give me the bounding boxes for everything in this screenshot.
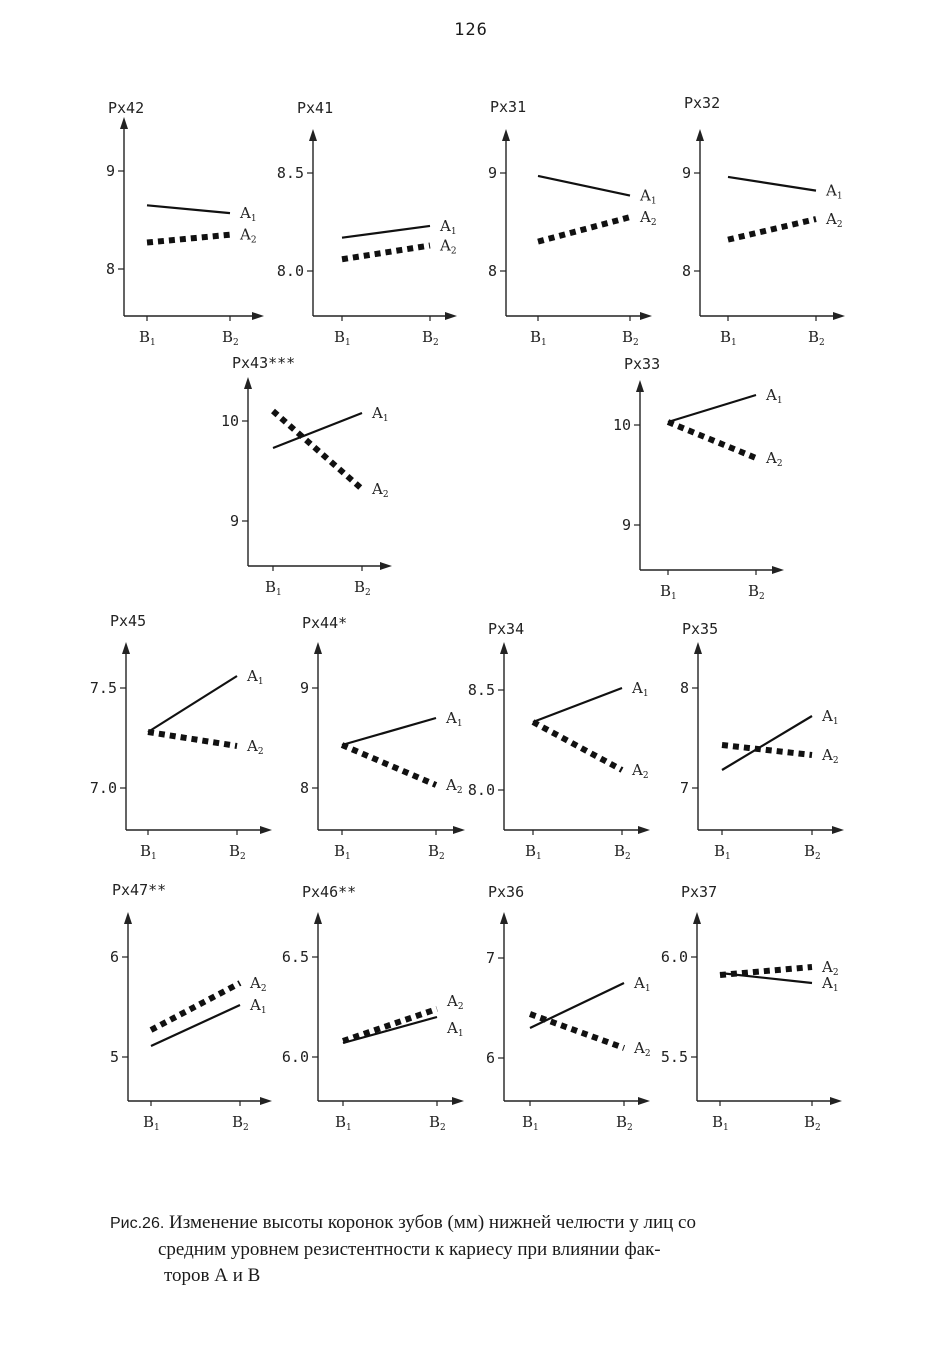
panel-1-category-label-1: $B_1$ xyxy=(139,328,156,348)
panel-1-x-axis-arrow xyxy=(252,312,264,320)
panel-14-y-axis-arrow xyxy=(693,912,701,924)
panel-9-y-axis-arrow xyxy=(500,642,508,654)
panel-3-category-label-2: $B_2$ xyxy=(622,328,639,348)
panel-10-category-label-1: $B_1$ xyxy=(714,842,731,862)
panel-2-series-label-a2: $A_2$ xyxy=(440,236,457,257)
panel-7-title: Px45 xyxy=(110,612,147,630)
panel-5-series-a2 xyxy=(273,411,362,489)
panel-6-y-tick-label-1: 10 xyxy=(612,416,631,434)
panel-7-y-tick-label-1: 7.5 xyxy=(89,679,117,697)
panel-9-y-tick-label-2: 8.0 xyxy=(467,781,495,799)
panel-2-category-label-2: $B_2$ xyxy=(422,328,439,348)
panel-11-y-axis-arrow xyxy=(124,912,132,924)
panel-14-category-label-1: $B_1$ xyxy=(712,1113,729,1133)
panel-8-series-label-a1: $A_1$ xyxy=(446,709,463,729)
panel-6-title: Px33 xyxy=(624,355,661,373)
panel-14-y-tick-label-1: 6.0 xyxy=(660,948,688,966)
panel-10-x-axis-arrow xyxy=(832,826,844,834)
panel-11-series-label-a1: $A_1$ xyxy=(250,996,267,1016)
panel-6-category-label-2: $B_2$ xyxy=(748,582,765,602)
panel-1-title: Px42 xyxy=(108,99,145,117)
panel-2-x-axis-arrow xyxy=(445,312,457,320)
panel-1-series-label-a1: $A_1$ xyxy=(240,204,257,225)
panel-7-x-axis-arrow xyxy=(260,826,272,834)
panel-5-title: Px43*** xyxy=(232,354,296,372)
panel-9-series-a1 xyxy=(533,688,622,722)
panel-3-x-axis-arrow xyxy=(640,312,652,320)
panel-13-title: Px36 xyxy=(488,883,525,901)
panel-4-category-label-2: $B_2$ xyxy=(808,328,825,348)
panel-3-category-label-1: $B_1$ xyxy=(530,328,547,348)
panel-4-x-axis-arrow xyxy=(833,312,845,320)
panel-1-y-tick-label-2: 8 xyxy=(105,260,115,278)
panel-8-x-axis-arrow xyxy=(453,826,465,834)
panel-2-y-tick-label-2: 8.0 xyxy=(276,262,304,280)
panel-6-series-label-a1: $A_1$ xyxy=(766,386,783,406)
panel-2-series-a2 xyxy=(342,246,430,260)
panel-11-category-label-2: $B_2$ xyxy=(232,1113,249,1133)
panel-1-y-axis-arrow xyxy=(120,117,128,129)
panel-5-series-a1 xyxy=(273,413,362,448)
panel-7-series-a1 xyxy=(148,676,237,732)
panel-3-series-a2 xyxy=(538,217,630,242)
panel-10-series-label-a2: $A_2$ xyxy=(822,746,839,766)
caption-line-1: Изменение высоты коронок зубов (мм) нижней челюсти у лиц со xyxy=(169,1212,696,1233)
panel-4-y-axis-arrow xyxy=(696,129,704,141)
panel-8-y-tick-label-2: 8 xyxy=(299,779,309,797)
panel-12-category-label-2: $B_2$ xyxy=(429,1113,446,1133)
panel-9-title: Px34 xyxy=(488,620,525,638)
panel-6-y-axis-arrow xyxy=(636,380,644,392)
panel-3-y-tick-label-1: 9 xyxy=(487,164,497,182)
panel-7-series-label-a2: $A_2$ xyxy=(247,737,264,757)
panel-13-category-label-1: $B_1$ xyxy=(522,1113,539,1133)
panel-4-series-a2 xyxy=(728,219,816,240)
panel-6-x-axis-arrow xyxy=(772,566,784,574)
panel-6-series-a1 xyxy=(668,395,756,422)
panel-8-y-axis-arrow xyxy=(314,642,322,654)
page-number: 126 xyxy=(454,20,488,40)
panel-2-series-label-a1: $A_1$ xyxy=(440,216,457,237)
panel-3-series-label-a2: $A_2$ xyxy=(640,208,657,229)
panel-1-y-tick-label-1: 9 xyxy=(105,162,115,180)
panel-5-category-label-1: $B_1$ xyxy=(265,578,282,598)
panel-12-series-a2 xyxy=(343,1009,437,1041)
panel-14-series-label-a1: $A_1$ xyxy=(822,974,839,994)
panel-10-series-a2 xyxy=(722,745,812,755)
panel-5-y-tick-label-1: 10 xyxy=(220,412,239,430)
panel-5-category-label-2: $B_2$ xyxy=(354,578,371,598)
panel-10-series-label-a1: $A_1$ xyxy=(822,707,839,727)
caption-label: Рис.26. xyxy=(110,1215,165,1232)
panel-11-series-a2 xyxy=(151,983,240,1030)
panel-8-category-label-1: $B_1$ xyxy=(334,842,351,862)
panel-2-series-a1 xyxy=(342,226,430,238)
panel-7-y-tick-label-2: 7.0 xyxy=(89,779,117,797)
panel-4-y-tick-label-1: 9 xyxy=(681,164,691,182)
panel-11-y-tick-label-1: 6 xyxy=(109,948,119,966)
panel-12-x-axis-arrow xyxy=(452,1097,464,1105)
panel-3-y-axis-arrow xyxy=(502,129,510,141)
panel-8-category-label-2: $B_2$ xyxy=(428,842,445,862)
panel-7-category-label-1: $B_1$ xyxy=(140,842,157,862)
panel-4-y-tick-label-2: 8 xyxy=(681,262,691,280)
panel-3-y-tick-label-2: 8 xyxy=(487,262,497,280)
figure-caption xyxy=(110,1210,870,1289)
panel-13-y-tick-label-2: 6 xyxy=(485,1049,495,1067)
panel-2-y-tick-label-1: 8.5 xyxy=(276,164,304,182)
caption-line-3: торов А и В xyxy=(164,1265,261,1286)
panel-12-title: Px46** xyxy=(302,883,357,901)
panel-5-series-label-a1: $A_1$ xyxy=(372,404,389,424)
panel-1-series-a2 xyxy=(147,235,230,243)
panel-13-series-label-a1: $A_1$ xyxy=(634,974,651,994)
panel-2-y-axis-arrow xyxy=(309,129,317,141)
panel-10-category-label-2: $B_2$ xyxy=(804,842,821,862)
panel-11-x-axis-arrow xyxy=(260,1097,272,1105)
panel-10-title: Px35 xyxy=(682,620,719,638)
panel-4-series-label-a2: $A_2$ xyxy=(826,210,843,231)
panel-6-series-label-a2: $A_2$ xyxy=(766,449,783,469)
panel-8-y-tick-label-1: 9 xyxy=(299,679,309,697)
panel-1-series-a1 xyxy=(147,205,230,213)
caption-line-2: средним уровнем резистентности к кариесу при влиянии фак- xyxy=(158,1239,661,1260)
panel-7-y-axis-arrow xyxy=(122,642,130,654)
panel-12-category-label-1: $B_1$ xyxy=(335,1113,352,1133)
panel-4-series-label-a1: $A_1$ xyxy=(826,181,843,202)
panel-6-series-a2 xyxy=(668,422,756,458)
panel-4-title: Px32 xyxy=(684,94,721,112)
panel-5-y-tick-label-2: 9 xyxy=(229,512,239,530)
panel-6-category-label-1: $B_1$ xyxy=(660,582,677,602)
panel-4-series-a1 xyxy=(728,177,816,191)
panel-7-series-a2 xyxy=(148,732,237,746)
panel-9-category-label-1: $B_1$ xyxy=(525,842,542,862)
panel-8-series-a1 xyxy=(342,718,436,745)
panel-13-y-tick-label-1: 7 xyxy=(485,949,495,967)
panel-2-category-label-1: $B_1$ xyxy=(334,328,351,348)
panel-8-series-a2 xyxy=(342,745,436,785)
panel-3-series-label-a1: $A_1$ xyxy=(640,186,657,207)
panel-8-title: Px44* xyxy=(302,614,348,632)
panel-10-y-axis-arrow xyxy=(694,642,702,654)
panel-13-y-axis-arrow xyxy=(500,912,508,924)
panel-14-y-tick-label-2: 5.5 xyxy=(660,1048,688,1066)
panel-13-category-label-2: $B_2$ xyxy=(616,1113,633,1133)
panel-12-series-label-a1: $A_1$ xyxy=(447,1019,464,1039)
panel-6-y-tick-label-2: 9 xyxy=(621,516,631,534)
panel-5-series-label-a2: $A_2$ xyxy=(372,480,389,500)
panel-2-title: Px41 xyxy=(297,99,334,117)
panel-12-y-tick-label-1: 6.5 xyxy=(281,948,309,966)
panel-11-series-label-a2: $A_2$ xyxy=(250,974,267,994)
panel-12-series-label-a2: $A_2$ xyxy=(447,992,464,1012)
panel-10-y-tick-label-2: 7 xyxy=(679,779,689,797)
panel-7-category-label-2: $B_2$ xyxy=(229,842,246,862)
panel-13-series-a2 xyxy=(530,1014,624,1048)
panel-3-title: Px31 xyxy=(490,98,527,116)
panel-9-series-a2 xyxy=(533,722,622,770)
panel-11-title: Px47** xyxy=(112,881,167,899)
panel-4-category-label-1: $B_1$ xyxy=(720,328,737,348)
panel-9-y-tick-label-1: 8.5 xyxy=(467,681,495,699)
panel-1-category-label-2: $B_2$ xyxy=(222,328,239,348)
panel-3-series-a1 xyxy=(538,176,630,196)
panel-10-series-a1 xyxy=(722,716,812,770)
panel-14-series-a2 xyxy=(720,967,812,975)
panel-9-series-label-a1: $A_1$ xyxy=(632,679,649,699)
panel-14-x-axis-arrow xyxy=(830,1097,842,1105)
panel-8-series-label-a2: $A_2$ xyxy=(446,776,463,796)
panel-1-series-label-a2: $A_2$ xyxy=(240,225,257,246)
panel-9-series-label-a2: $A_2$ xyxy=(632,761,649,781)
panel-14-title: Px37 xyxy=(681,883,718,901)
panel-5-x-axis-arrow xyxy=(380,562,392,570)
panel-5-y-axis-arrow xyxy=(244,377,252,389)
panel-12-y-tick-label-2: 6.0 xyxy=(281,1048,309,1066)
panel-11-category-label-1: $B_1$ xyxy=(143,1113,160,1133)
panel-14-category-label-2: $B_2$ xyxy=(804,1113,821,1133)
panel-13-x-axis-arrow xyxy=(638,1097,650,1105)
panel-9-x-axis-arrow xyxy=(638,826,650,834)
panel-12-y-axis-arrow xyxy=(314,912,322,924)
panel-13-series-label-a2: $A_2$ xyxy=(634,1039,651,1059)
panel-7-series-label-a1: $A_1$ xyxy=(247,667,264,687)
panel-9-category-label-2: $B_2$ xyxy=(614,842,631,862)
panel-11-y-tick-label-2: 5 xyxy=(109,1048,119,1066)
panel-14-series-label-a2: $A_2$ xyxy=(822,958,839,978)
panel-10-y-tick-label-1: 8 xyxy=(679,679,689,697)
